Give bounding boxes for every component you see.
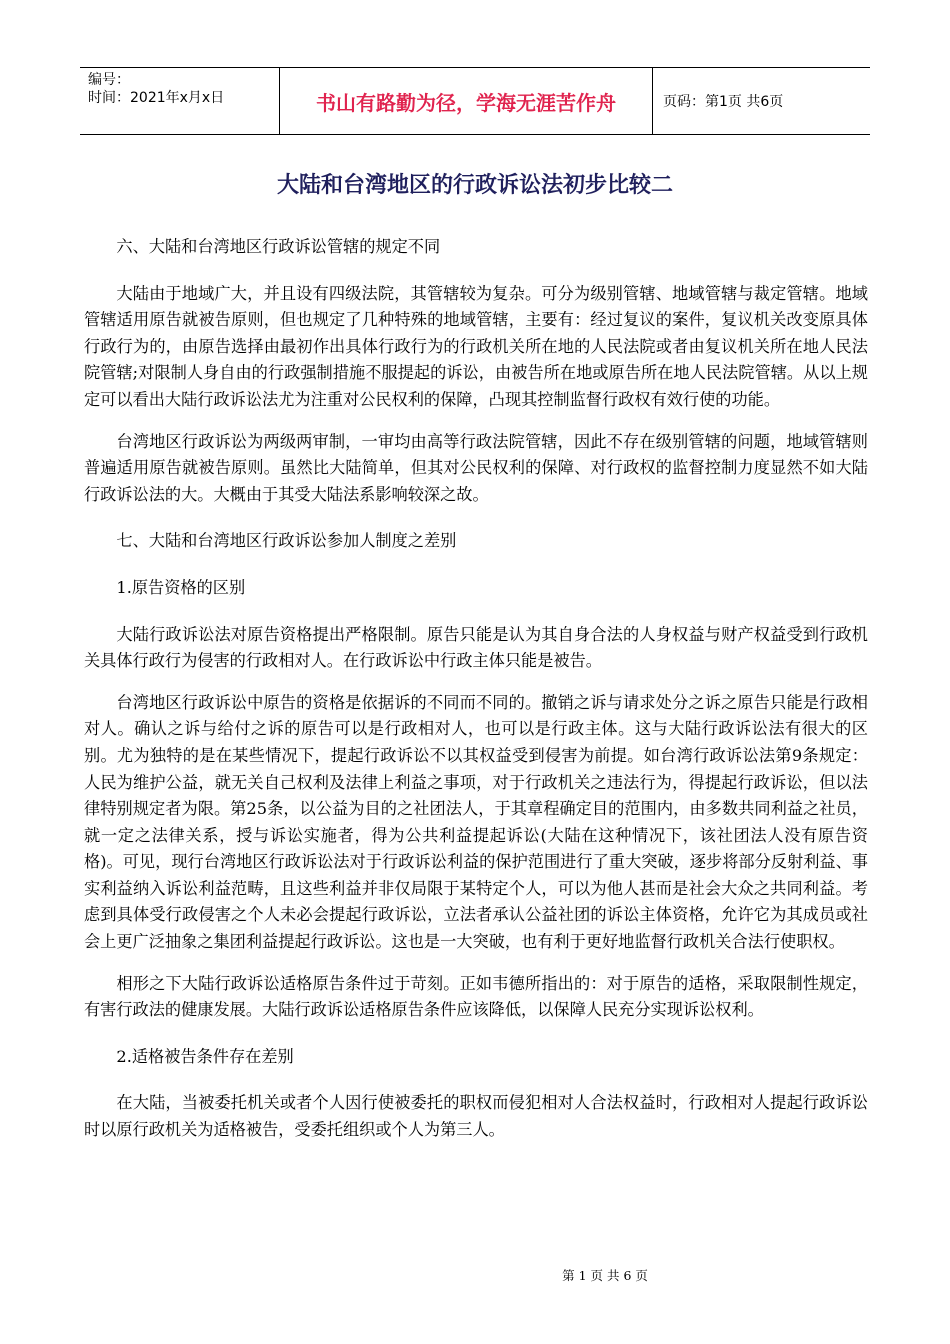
paragraph: 在大陆，当被委托机关或者个人因行使被委托的职权而侵犯相对人合法权益时，行政相对人提起行政诉讼时以原行政机关为适格被告，受委托组织或个人为第三人。	[84, 1093, 868, 1140]
header-meta	[80, 68, 280, 134]
section-heading: 七、大陆和台湾地区行政诉讼参加人制度之差别	[116, 531, 457, 551]
paragraph: 台湾地区行政诉讼中原告的资格是依据诉的不同而不同的。撤销之诉与请求处分之诉之原告只能是行政相对人。确认之诉与给付之诉的原告可以是行政相对人，也可以是行政主体。这与大陆行政诉讼法有很大的区别。尤为独特的是在某些情况下，提起行政诉讼不以其权益受到侵害为前提。如台湾行政诉讼法第9条规定：人民为维护公益，就无关自己权利及法律上利益之事项，对于行政机关之违法行为，得提起行政诉讼，但以法律特别规定者为限。第25条，以公益为目的之社团法人，于其章程确定目的范围内，由多数共同利益之社员，就一定之法律关系，授与诉讼实施者，得为公共利益提起诉讼(大陆在这种情况下，该社团法人没有原告资格)。可见，现行台湾地区行政诉讼法对于行政诉讼利益的保护范围进行了重大突破，逐步将部分反射利益、事实利益纳入诉讼利益范畴，且这些利益并非仅局限于某特定个人，可以为他人甚而是社会大众之共同利益。考虑到具体受行政侵害之个人未必会提起行政诉讼，立法者承认公益社团的诉讼主体资格，允许它为其成员或社会上更广泛抽象之集团利益提起行政诉讼。这也是一大突破，也有利于更好地监督行政机关合法行使职权。	[84, 692, 868, 952]
paragraph: 台湾地区行政诉讼为两级两审制，一审均由高等行政法院管辖，因此不存在级别管辖的问题，地域管辖则普遍适用原告就被告原则。虽然比大陆简单，但其对公民权利的保障、对行政权的监督控制力度显然不如大陆行政诉讼法的大。大概由于其受大陆法系影响较深之故。	[84, 431, 868, 504]
document-title: 大陆和台湾地区的行政诉讼法初步比较二	[276, 173, 673, 198]
document-header	[80, 67, 870, 135]
document-body	[84, 234, 868, 1159]
subsection-heading: 1.原告资格的区别	[116, 577, 246, 597]
section-heading: 六、大陆和台湾地区行政诉讼管辖的规定不同	[116, 237, 441, 256]
paragraph: 相形之下大陆行政诉讼适格原告条件过于苛刻。正如韦德所指出的：对于原告的适格，采取限制性规定，有害行政法的健康发展。大陆行政诉讼适格原告条件应该降低，以保障人民充分实现诉讼权利。	[84, 973, 868, 1020]
header-motto: 书山有路勤为径，学海无涯苦作舟	[280, 68, 653, 134]
paragraph: 大陆行政诉讼法对原告资格提出严格限制。原告只能是认为其自身合法的人身权益与财产权益受到行政机关具体行政行为侵害的行政相对人。在行政诉讼中行政主体只能是被告。	[84, 624, 868, 671]
number-label: 编号：	[88, 72, 130, 88]
subsection-heading: 2.适格被告条件存在差别	[116, 1046, 294, 1066]
time-label: 时间：2021年x月x日	[88, 90, 225, 106]
paragraph: 大陆由于地域广大，并且设有四级法院，其管辖较为复杂。可分为级别管辖、地域管辖与裁定管辖。地域管辖适用原告就被告原则，但也规定了几种特殊的地域管辖，主要有：经过复议的案件，复议机关改变原具体行政行为的，由原告选择由最初作出具体行政行为的行政机关所在地的人民法院或者由复议机关所在地人民法院管辖;对限制人身自由的行政强制措施不服提起的诉讼，由被告所在地或原告所在地人民法院管辖。从以上规定可以看出大陆行政诉讼法尤为注重对公民权利的保障，凸现其控制监督行政权有效行使的功能。	[84, 283, 868, 409]
page-footer: 第 1 页 共 6 页	[562, 1268, 648, 1283]
header-page-info: 页码：第1页 共6页	[663, 94, 784, 110]
